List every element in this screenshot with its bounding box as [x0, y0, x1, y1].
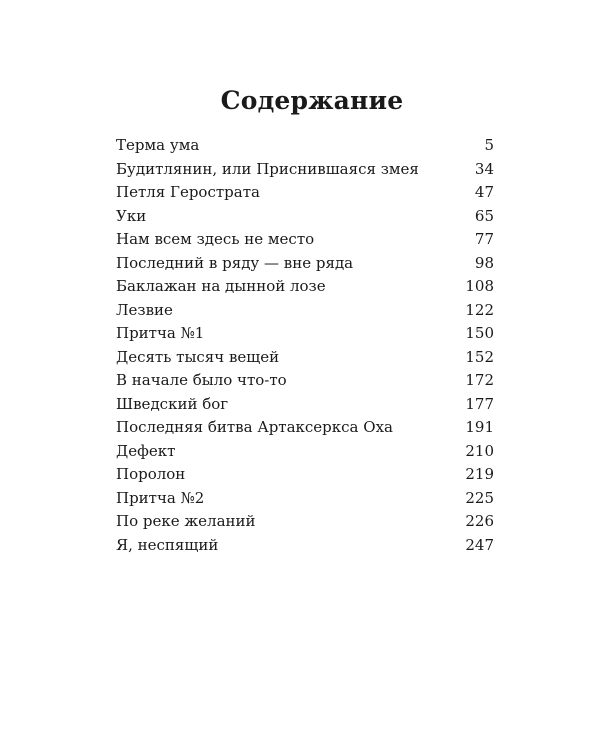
toc-entry-title: Нам всем здесь не место: [116, 230, 315, 248]
toc-entry: [116, 463, 494, 487]
toc-entry-title: Я, неспящий: [116, 535, 219, 554]
toc-entry: [116, 228, 494, 252]
toc-entry-title: Последняя битва Артаксеркса Оха: [116, 418, 393, 436]
toc-entry: [116, 322, 494, 346]
toc-entry: [116, 416, 494, 440]
toc-entry-page-number: 177: [465, 394, 494, 413]
toc-entry-title: Поролон: [116, 465, 186, 483]
toc-entry-page-number: 219: [465, 465, 494, 483]
toc-entry: [116, 158, 494, 182]
toc-entry-title: Петля Герострата: [116, 183, 260, 201]
toc-entry: [116, 393, 494, 417]
toc-entry-page-number: 210: [465, 441, 494, 460]
toc-entry: [116, 440, 494, 464]
toc-entry-title: Уки: [116, 206, 147, 225]
toc-heading: Содержание: [220, 86, 404, 115]
toc-entry-page-number: 98: [474, 253, 494, 272]
toc-list: [116, 134, 494, 557]
toc-entry-page-number: 47: [474, 183, 494, 201]
toc-entry-title: Притча №2: [116, 488, 205, 507]
toc-entry-page-number: 108: [465, 277, 494, 295]
toc-entry-title: Лезвие: [116, 300, 173, 319]
toc-entry-title: Баклажан на дынной лозе: [116, 277, 326, 295]
toc-entry: [116, 181, 494, 205]
toc-entry-title: Будитлянин, или Приснившаяся змея: [116, 159, 419, 178]
toc-entry: [116, 134, 494, 158]
toc-entry-page-number: 65: [474, 206, 494, 225]
toc-entry: [116, 299, 494, 323]
toc-entry: [116, 205, 494, 229]
toc-entry-title: По реке желаний: [116, 512, 256, 530]
toc-entry-page-number: 191: [465, 418, 494, 436]
toc-entry-title: Шведский бог: [116, 394, 229, 413]
toc-entry-page-number: 226: [465, 512, 494, 530]
toc-entry: [116, 487, 494, 511]
toc-entry: [116, 510, 494, 534]
toc-entry-title: Терма ума: [116, 136, 200, 154]
toc-entry-title: В начале было что-то: [116, 371, 287, 389]
toc-entry: [116, 346, 494, 370]
toc-entry-title: Дефект: [116, 441, 176, 460]
toc-entry-title: Десять тысяч вещей: [116, 347, 280, 366]
toc-entry-page-number: 77: [474, 230, 494, 248]
toc-entry-page-number: 247: [465, 535, 494, 554]
toc-entry-title: Притча №1: [116, 324, 205, 342]
toc-entry-page-number: 225: [465, 488, 494, 507]
toc-entry-page-number: 150: [465, 324, 494, 342]
toc-entry-page-number: 172: [465, 371, 494, 389]
toc-entry-page-number: 152: [465, 347, 494, 366]
toc-entry-page-number: 34: [474, 159, 494, 178]
toc-entry-page-number: 5: [484, 136, 494, 154]
toc-entry-page-number: 122: [465, 300, 494, 319]
toc-entry: [116, 252, 494, 276]
toc-entry: [116, 369, 494, 393]
toc-entry: [116, 275, 494, 299]
toc-entry-title: Последний в ряду — вне ряда: [116, 253, 354, 272]
toc-entry: [116, 534, 494, 558]
